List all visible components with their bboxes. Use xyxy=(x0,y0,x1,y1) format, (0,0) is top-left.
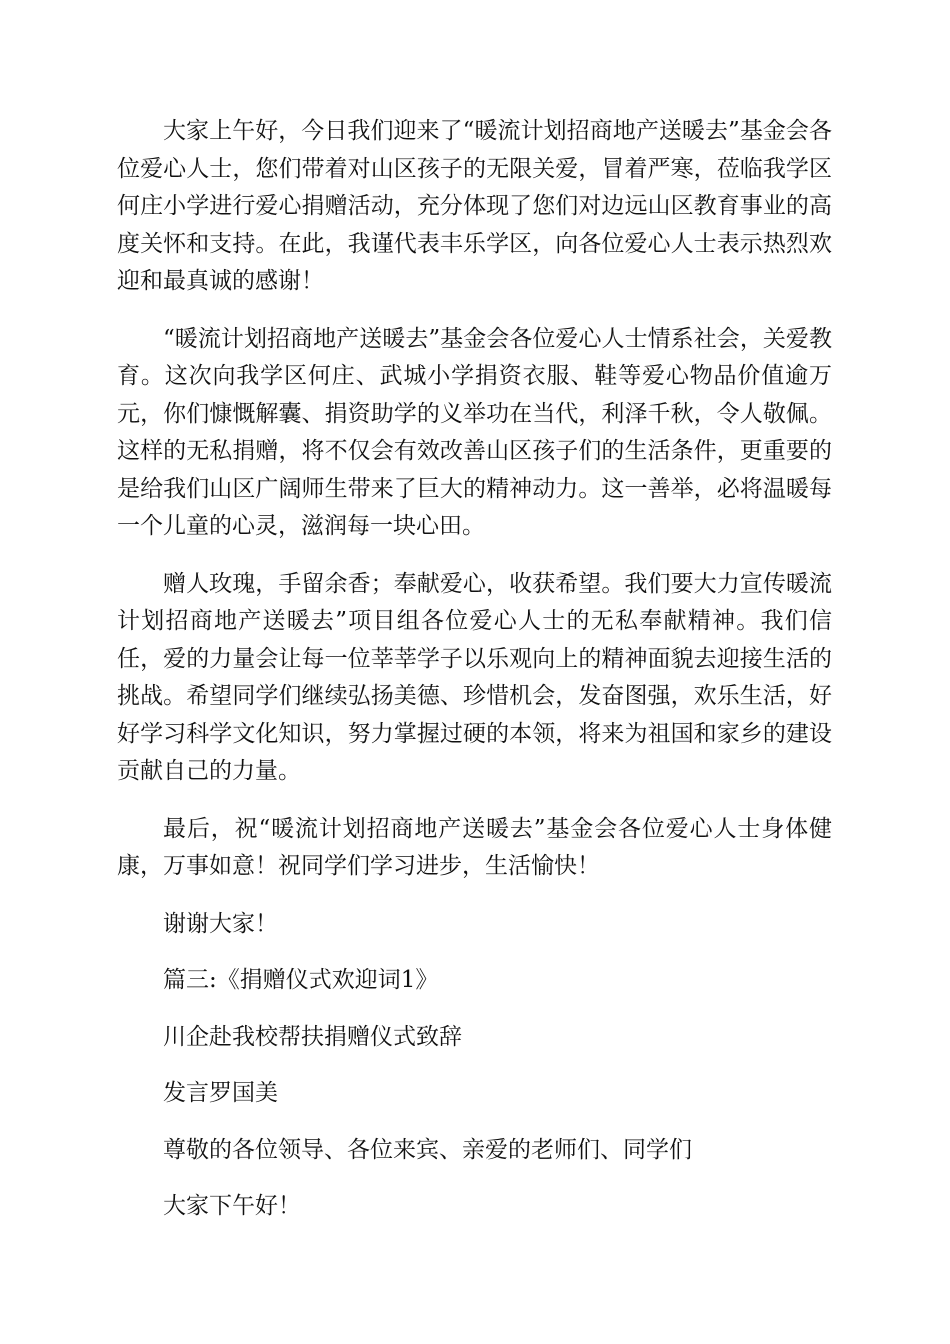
speech-title: 川企赴我校帮扶捐赠仪式致辞 xyxy=(163,1023,462,1050)
speaker-line: 发言罗国美 xyxy=(163,1080,278,1106)
paragraph-roses: 赠人玫瑰，手留余香；奉献爱心，收获希望。我们要大力宣传暖流计划招商地产送暖去”项目组各位爱心人士的无私奉献精神。我们信任，爱的力量会让每一位莘莘学子以乐观向上的精神面貌去迎接生活的挑战。希望同学们继续弘扬美德、珍惜机会，发奋图强，欢乐生活，好好学习科学文化知识，努力掌握过硬的本领，将来为祖国和家乡的建设贡献自己的力量。 xyxy=(117,570,832,784)
paragraph-welcome: 大家上午好，今日我们迎来了“暖流计划招商地产送暖去”基金会各位爱心人士，您们带着对山区孩子的无限关爱，冒着严寒，莅临我学区何庄小学进行爱心捐赠活动，充分体现了您们对边远山区教育事业的高度关怀和支持。在此，我谨代表丰乐学区，向各位爱心人士表示热烈欢迎和最真诚的感谢！ xyxy=(117,118,832,294)
line-thanks: 谢谢大家！ xyxy=(163,910,278,937)
salutation-line: 尊敬的各位领导、各位来宾、亲爱的老师们、同学们 xyxy=(163,1136,692,1163)
paragraph-donation: “暖流计划招商地产送暖去”基金会各位爱心人士情系社会，关爱教育。这次向我学区何庄、武城小学捐资衣服、鞋等爱心物品价值逾万元，你们慷慨解囊、捐资助学的义举功在当代，利泽千秋，令人敬佩。这样的无私捐赠，将不仅会有效改善山区孩子们的生活条件，更重要的是给我们山区广阔师生带来了巨大的精神动力。这一善举，必将温暖每一个儿童的心灵，滋润每一块心田。 xyxy=(117,325,832,539)
section-heading: 篇三:《捐赠仪式欢迎词1》 xyxy=(163,967,439,993)
greeting-line: 大家下午好！ xyxy=(163,1193,301,1219)
paragraph-closing: 最后，祝“暖流计划招商地产送暖去”基金会各位爱心人士身体健康，万事如意！祝同学们学习进步，生活愉快！ xyxy=(117,815,832,879)
